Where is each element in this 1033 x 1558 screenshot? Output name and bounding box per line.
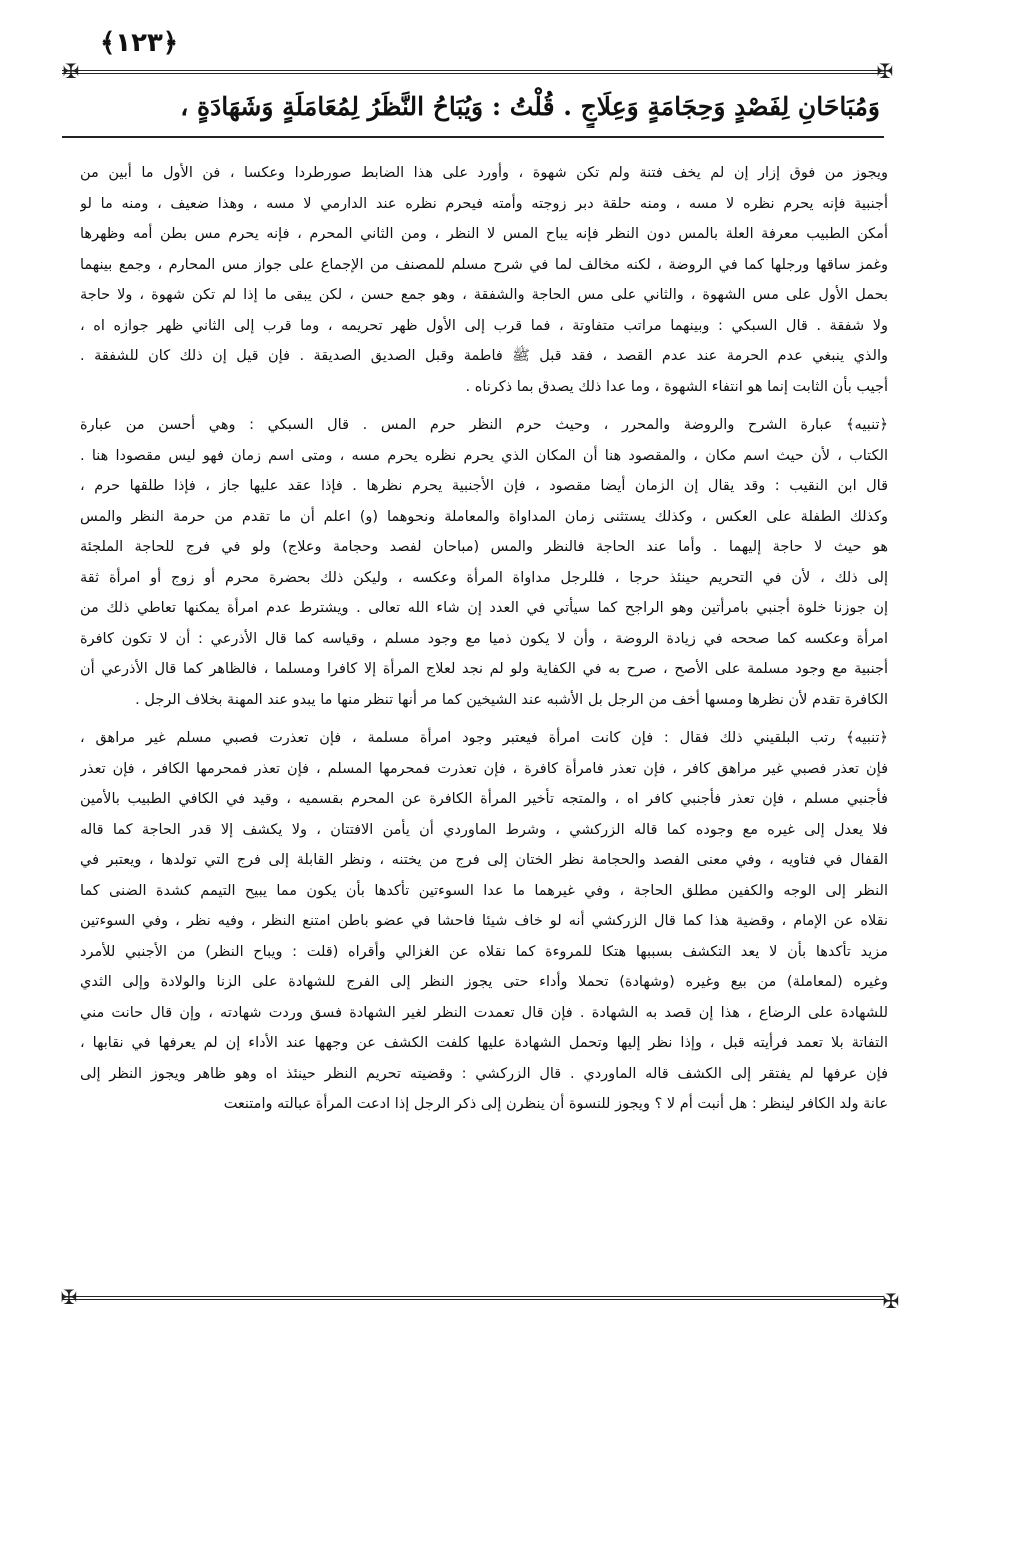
text-line: فأجنبي مسلم ، فإن تعذر فأجنبي كافر اه ، والمتجه تأخير المرأة الكافرة عن المحرم بقسميه ، وقيد في الكافي الطبيب بالأمين xyxy=(80,791,888,807)
text-line: النظر إلى الوجه والكفين مطلق الحاجة ، وفي غيرهما ما عدا السوءتين تأكدها بأن يكون مما يبيح التيمم كشدة الضنى كما xyxy=(80,882,888,899)
text-line: ويجوز من فوق إزار إن لم يخف فتنة ولم تكن شهوة ، وأورد على هذا الضابط صورطردا وعكسا ، فن الأول ما أبين من xyxy=(80,165,888,181)
text-line: أجنبية فإنه يحرم نظره لا مسه ، ومنه حلقة دبر زوجته وأمته فيحرم نظره عند الدارمي لا مسه ، وهذا ضعيف ، ومنه ما لو xyxy=(80,195,888,212)
matn-text: وَمُبَاحَانِ لِفَصْدٍ وَحِجَامَةٍ وَعِلَاجٍ . قُلْتُ : وَيُبَاحُ النَّظَرُ لِمُعَامَلَةٍ وَشَهَادَةٍ ، xyxy=(180,92,880,121)
ornament-top-right-icon: ✠ xyxy=(876,59,894,83)
text-line: وكذلك الطفلة على العكس ، وكذلك يستثنى زمان المداواة والمعاملة ونحوهما (و) اعلم أن ما تقدم من حرمة النظر والمس xyxy=(80,508,888,525)
text-line: مزيد تأكدها بأن لا يعد التكشف بسببها هتكا للمروءة كما نقلاه عن الغزالي وأقراه (قلت : ويباح النظر) من الأجنبي للأمرد xyxy=(80,943,888,960)
text-line: فإن عرفها لم يفتقر إلى الكشف قاله الماوردي . قال الزركشي : وقضيته تحريم النظر حينئذ اه وهو ظاهر ويجوز النظر إلى xyxy=(80,1065,888,1082)
text-line: والذي ينبغي عدم الحرمة عند عدم القصد ، فقد قبل ﷺ فاطمة وقبل الصديق الصديقة . فإن قيل إن ذلك كان للشفقة . xyxy=(80,348,888,364)
matn-underline-rule xyxy=(62,136,884,138)
ornament-bottom-right-icon: ✠ xyxy=(882,1289,900,1313)
text-line: وغمز ساقها ورجلها كما في الروضة ، لكنه مخالف لما في شرح مسلم للمصنف من الإجماع على جواز مس المحارم ، وجمع بينهما xyxy=(80,256,888,273)
commentary-paragraph xyxy=(80,158,888,402)
text-line: الكافرة تقدم لأن نظرها ومسها أخف من الرجل بل الأشبه عند الشيخين كما مر أنها تنظر منها ما يبدو عند المهنة بخلاف الرجل . xyxy=(135,691,888,708)
ornament-bottom-left-icon: ✠ xyxy=(60,1285,78,1309)
text-line: للشهادة على الرضاع ، هذا إن قصد به الشهادة . فإن قال تعمدت النظر لغير الشهادة فسق وردت شهادته ، وإن قال حانت مني xyxy=(80,1004,888,1021)
page-number: ﴿١٢٣﴾ xyxy=(100,28,179,58)
top-border-rule xyxy=(62,70,884,74)
text-line: امرأة وعكسه كما صححه في زيادة الروضة ، وأن لا يكون ذميا مع وجود مسلم ، وقياسه كما قال الأذرعي : أن لا تكون كافرة xyxy=(80,630,888,647)
text-line: ولا شفقة . قال السبكي : وبينهما مراتب متفاوتة ، فما قرب إلى الأول ظهر تحريمه ، وما قرب إلى الثاني ظهر جوازه اه ، xyxy=(80,317,888,334)
text-line: إن جوزنا خلوة أجنبي بامرأتين وهو الراجح كما سيأتي في العدد إن شاء الله تعالى . ويشترط عدم امرأة يمكنها تعاطي ذلك من xyxy=(80,600,888,616)
text-line: ﴿تنبيه﴾ رتب البلقيني ذلك فقال : فإن كانت امرأة فيعتبر وجود امرأة مسلمة ، فإن تعذرت فصبي مسلم غير مراهق ، xyxy=(80,730,888,746)
text-line: أجنبية مع وجود مسلمة على الأصح ، صرح به في الكفاية ولو لم نجد لعلاج المرأة إلا كافرا ومسلما ، فالظاهر كما قال الأذرعي أن xyxy=(80,661,888,677)
text-line: هو حيث لا حاجة إليهما . وأما عند الحاجة فالنظر والمس (مباحان لفصد وحجامة وعلاج) ولو في فرج للحاجة الملجئة xyxy=(80,539,888,555)
text-line: عانة ولد الكافر لينظر : هل أنبت أم لا ؟ ويجوز للنسوة أن ينظرن إلى ذكر الرجل إذا ادعت المرأة عبالته وامتنعت xyxy=(223,1096,888,1112)
text-line: التفاتة بلا تعمد فرأيته قبل ، وإذا نظر إليها وتحمل الشهادة عليها كلفت الكشف عن وجهها عند الأداء إن لم يعرفها في نقابها ، xyxy=(80,1035,888,1051)
text-line: إلى ذلك ، لأن في التحريم حينئذ حرجا ، فللرجل مداواة المرأة وعكسه ، وليكن ذلك بحضرة محرم أو زوج أو امرأة ثقة xyxy=(80,569,888,586)
text-line: وغيره (لمعاملة) من بيع وغيره (وشهادة) تحملا وأداء حتى يجوز النظر إلى الفرج للشهادة على الزنا والولادة وإلى الثدي xyxy=(80,974,888,990)
text-line: ﴿تنبيه﴾ عبارة الشرح والروضة والمحرر ، وحيث حرم النظر حرم المس . قال السبكي : وهي أحسن من عبارة xyxy=(80,417,888,433)
ornament-top-left-icon: ✠ xyxy=(62,59,80,83)
text-line: أجيب بأن الثابت إنما هو انتفاء الشهوة ، وما عدا ذلك يصدق بما ذكرناه . xyxy=(465,378,888,395)
text-line: فإن تعذر فصبي غير مراهق كافر ، فإن تعذر فامرأة كافرة ، فإن تعذرت فمحرمها المسلم ، فإن تعذر فمحرمها الكافر ، فإن تعذر xyxy=(80,760,888,777)
text-line: الكتاب ، لأن حيث اسم مكان ، والمقصود هنا أن المكان الذي يحرم نظره يحرم مسه ، ومتى اسم زمان فهو ليس مقصودا هنا . xyxy=(80,447,888,464)
commentary-paragraph xyxy=(80,723,888,1120)
text-line: نقلاه عن الإمام ، وقضية هذا كما قال الزركشي أنه لو خاف شيئا فاحشا في عضو باطن امتنع النظر ، وفيه نظر ، وفي السوءتين xyxy=(80,913,888,929)
text-line: فلا يعدل إلى غيره مع وجوده كما قاله الزركشي ، وشرط الماوردي أن يأمن الافتتان ، ولا يكشف إلا قدر الحاجة كما قاله xyxy=(80,821,888,838)
commentary-paragraph xyxy=(80,410,888,715)
text-line: القفال في فتاويه ، وفي معنى الفصد والحجامة نظر الختان إلى فرج من يختنه ، ونظر القابلة إلى فرج التي تولدها ، ويعتبر في xyxy=(80,852,888,868)
commentary-body xyxy=(80,158,888,1558)
text-line: أمكن الطبيب معرفة العلة بالمس دون النظر فإنه يباح المس لا النظر ، ومن الثاني المحرم ، فإنه يحرم مس بطن أمه وظهرها xyxy=(80,226,888,242)
text-line: بحمل الأول على مس الشهوة ، والثاني على مس الحاجة والشفقة ، وهو جمع حسن ، لكن يبقى ما إذا لم تكن شهوة ، ولا حاجة xyxy=(80,287,888,303)
text-line: قال ابن النقيب : وقد يقال إن الزمان أيضا مقصود ، فإن الأجنبية يحرم نظرها . فإذا عقد عليها جاز ، فإذا طلقها حرم ، xyxy=(80,478,888,494)
